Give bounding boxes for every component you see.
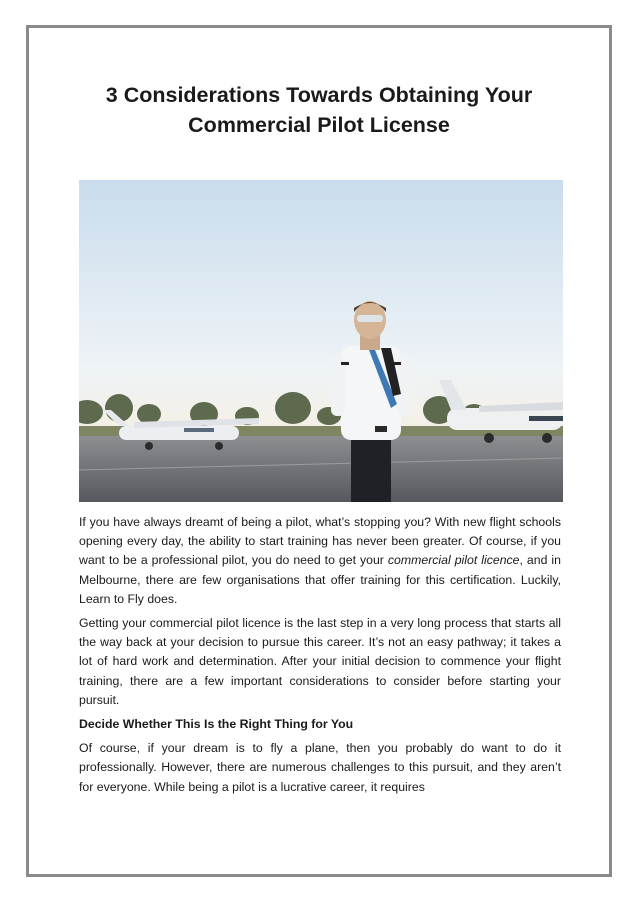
paragraph-1 [79,513,561,609]
pilot-photo [79,180,563,502]
paragraph-2: Getting your commercial pilot licence is the last step in a very long process that starts all the way back at your decision to pursue this career. It’s not an easy pathway; it takes a lot of hard work and determination. After your initial decision to commence your flight training, there are a few important considerations to consider before starting your pursuit. [79,616,561,707]
sky [79,180,563,430]
title-line-2: Commercial Pilot License [188,113,450,137]
paragraph-1-text-b: , and in Melbourne, there are few organisations that offer training for this certification. Luckily, Learn to Fly does. [79,553,561,606]
pilot-photo-illustration [79,180,563,502]
paragraph-3: Of course, if your dream is to fly a plane, then you probably do want to do it professionally. However, there are numerous challenges to this pursuit, and they aren’t for everyone. While being a pilot is a lucrative career, it requires [79,741,561,794]
document-title [80,80,558,140]
section-heading: Decide Whether This Is the Right Thing for You [79,717,354,732]
title-line-1: 3 Considerations Towards Obtaining Your [105,83,533,107]
paragraph-1-text-a: If you have always dreamt of being a pilot, what’s stopping you? With new flight schools opening every day, the ability to start training has never been greater. Of course, if you want to be a professional pilot, you do need to get your [79,515,561,568]
commercial-pilot-licence-emphasis: commercial pilot licence [387,553,520,568]
document-body [79,513,561,802]
